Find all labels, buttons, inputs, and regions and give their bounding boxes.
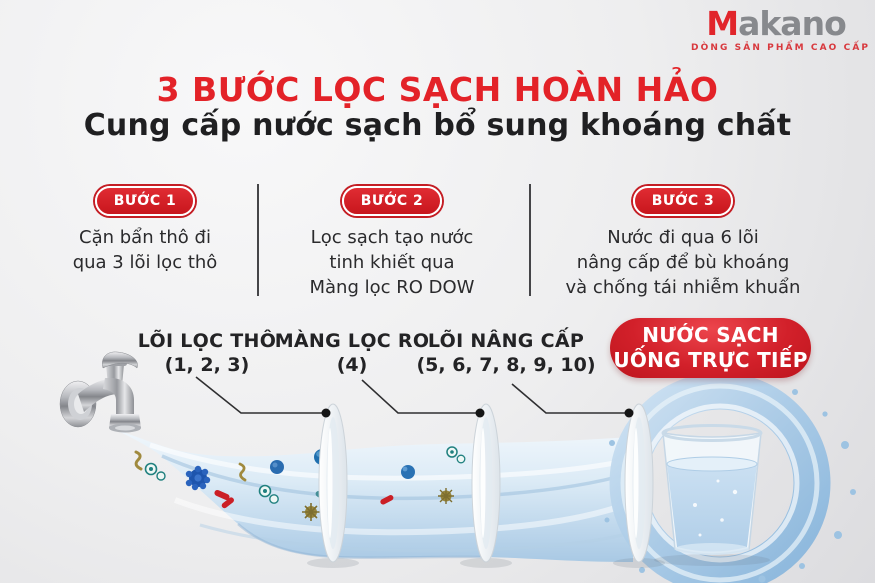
step-divider-2 — [529, 184, 531, 296]
filter-label-coarse: LÕI LỌC THÔ (1, 2, 3) — [137, 330, 277, 376]
filter-label-upgrade: LÕI NÂNG CẤP (5, 6, 7, 8, 9, 10) — [416, 330, 596, 376]
step-3-badge: BƯỚC 3 — [633, 186, 734, 216]
step-2 — [277, 186, 507, 300]
step-2-badge: BƯỚC 2 — [342, 186, 443, 216]
logo-wordmark — [691, 6, 861, 42]
step-3 — [553, 186, 813, 300]
page-subtitle: Cung cấp nước sạch bổ sung khoáng chất — [83, 108, 792, 143]
step-1-description: Cặn bẩn thô đi qua 3 lõi lọc thô — [72, 227, 218, 273]
logo-rest: akano — [738, 4, 846, 43]
page-title: 3 BƯỚC LỌC SẠCH HOÀN HẢO — [156, 70, 719, 109]
clean-water-badge: NƯỚC SẠCH UỐNG TRỰC TIẾP — [610, 318, 811, 378]
brand-logo — [691, 4, 871, 53]
step-2-description: Lọc sạch tạo nước tinh khiết qua Màng lọc RO DOW — [309, 227, 475, 298]
filter-label-ro-membrane: MÀNG LỌC RO (4) — [274, 330, 430, 376]
logo-letter-m: M — [706, 4, 739, 43]
step-3-description: Nước đi qua 6 lõi nâng cấp để bù khoáng và chống tái nhiễm khuẩn — [565, 227, 801, 298]
step-1 — [30, 186, 260, 275]
step-1-badge: BƯỚC 1 — [95, 186, 196, 216]
logo-tagline: DÒNG SẢN PHẨM CAO CẤP — [691, 43, 871, 53]
step-divider-1 — [257, 184, 259, 296]
